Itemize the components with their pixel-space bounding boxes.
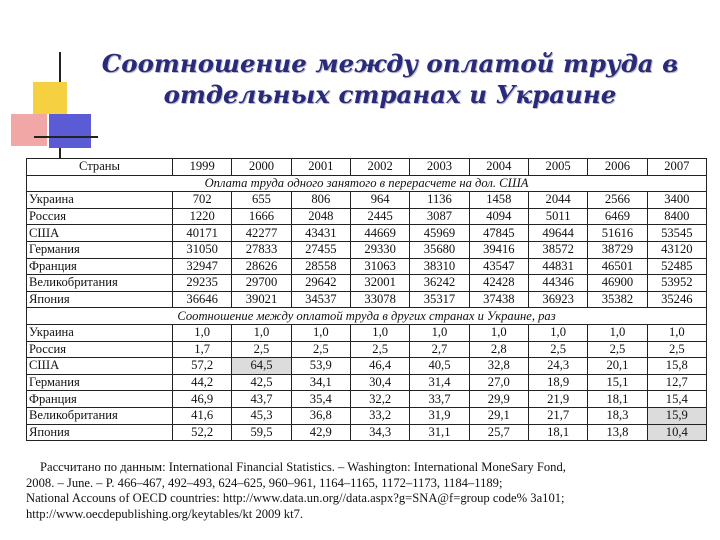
country-cell: США — [27, 225, 173, 242]
value-cell: 12,7 — [647, 374, 706, 391]
source-note-line2: 2008. – June. – P. 466–467, 492–493, 624–625, 960–961, 1164–1165, 1172–1173, 1184–1189; — [26, 475, 503, 490]
value-cell: 53545 — [647, 225, 706, 242]
value-cell: 45,3 — [232, 407, 291, 424]
table-row — [27, 225, 707, 242]
country-cell: Япония — [27, 291, 173, 308]
table-row — [27, 374, 707, 391]
value-cell: 36923 — [528, 291, 587, 308]
value-cell: 38310 — [410, 258, 469, 275]
value-cell: 10,4 — [647, 424, 706, 441]
value-cell: 1136 — [410, 192, 469, 209]
value-cell: 15,4 — [647, 391, 706, 408]
value-cell: 46900 — [588, 275, 647, 292]
value-cell: 18,3 — [588, 407, 647, 424]
value-cell: 6469 — [588, 208, 647, 225]
value-cell: 4094 — [469, 208, 528, 225]
country-cell: Россия — [27, 341, 173, 358]
value-cell: 1458 — [469, 192, 528, 209]
source-note — [26, 460, 710, 522]
source-note-line3: National Accouns of OECD countries: http://www.data.un.org//data.aspx?g=SNA@f=group code% 3a101; — [26, 491, 565, 505]
value-cell: 2566 — [588, 192, 647, 209]
value-cell: 1666 — [232, 208, 291, 225]
value-cell: 1,0 — [173, 324, 232, 341]
value-cell: 34,3 — [350, 424, 409, 441]
table-row — [27, 341, 707, 358]
value-cell: 43,7 — [232, 391, 291, 408]
value-cell: 655 — [232, 192, 291, 209]
wage-comparison-table — [26, 158, 707, 441]
value-cell: 32,2 — [350, 391, 409, 408]
value-cell: 1,0 — [588, 324, 647, 341]
value-cell: 31063 — [350, 258, 409, 275]
value-cell: 45969 — [410, 225, 469, 242]
value-cell: 33,2 — [350, 407, 409, 424]
value-cell: 35,4 — [291, 391, 350, 408]
country-cell: Франция — [27, 258, 173, 275]
value-cell: 2,8 — [469, 341, 528, 358]
value-cell: 806 — [291, 192, 350, 209]
value-cell: 32947 — [173, 258, 232, 275]
value-cell: 35317 — [410, 291, 469, 308]
value-cell: 44831 — [528, 258, 587, 275]
country-cell: Франция — [27, 391, 173, 408]
value-cell: 18,1 — [588, 391, 647, 408]
value-cell: 44,2 — [173, 374, 232, 391]
value-cell: 33078 — [350, 291, 409, 308]
section-heading-wages: Оплата труда одного занятого в перерасчете на дол. США — [27, 175, 707, 192]
value-cell: 46501 — [588, 258, 647, 275]
value-cell: 30,4 — [350, 374, 409, 391]
value-cell: 1220 — [173, 208, 232, 225]
value-cell: 53952 — [647, 275, 706, 292]
value-cell: 27,0 — [469, 374, 528, 391]
table-row — [27, 291, 707, 308]
table-row — [27, 391, 707, 408]
value-cell: 38572 — [528, 241, 587, 258]
slide-title-line1: Соотношение между оплатой труда в — [101, 49, 679, 78]
section-heading-row — [27, 308, 707, 325]
value-cell: 1,0 — [291, 324, 350, 341]
source-note-line1: Рассчитано по данным: International Financial Statistics. – Washington: International MoneSary Fond, — [40, 460, 566, 474]
column-header: 2007 — [647, 159, 706, 176]
value-cell: 15,8 — [647, 358, 706, 375]
value-cell: 53,9 — [291, 358, 350, 375]
country-cell: США — [27, 358, 173, 375]
value-cell: 18,9 — [528, 374, 587, 391]
value-cell: 44669 — [350, 225, 409, 242]
value-cell: 43120 — [647, 241, 706, 258]
table-body — [27, 175, 707, 441]
country-cell: Великобритания — [27, 407, 173, 424]
value-cell: 3087 — [410, 208, 469, 225]
value-cell: 29,1 — [469, 407, 528, 424]
table-row — [27, 258, 707, 275]
value-cell: 2048 — [291, 208, 350, 225]
value-cell: 51616 — [588, 225, 647, 242]
value-cell: 1,0 — [410, 324, 469, 341]
column-header: 2000 — [232, 159, 291, 176]
value-cell: 44346 — [528, 275, 587, 292]
decorative-yellow-square — [33, 82, 67, 114]
value-cell: 2,7 — [410, 341, 469, 358]
value-cell: 40171 — [173, 225, 232, 242]
value-cell: 28626 — [232, 258, 291, 275]
decorative-red-square — [11, 114, 47, 146]
value-cell: 28558 — [291, 258, 350, 275]
value-cell: 39416 — [469, 241, 528, 258]
value-cell: 42277 — [232, 225, 291, 242]
value-cell: 1,0 — [647, 324, 706, 341]
value-cell: 1,0 — [350, 324, 409, 341]
value-cell: 37438 — [469, 291, 528, 308]
column-header: 1999 — [173, 159, 232, 176]
value-cell: 27455 — [291, 241, 350, 258]
column-header: 2004 — [469, 159, 528, 176]
table-row — [27, 208, 707, 225]
value-cell: 8400 — [647, 208, 706, 225]
value-cell: 43431 — [291, 225, 350, 242]
value-cell: 36646 — [173, 291, 232, 308]
value-cell: 40,5 — [410, 358, 469, 375]
value-cell: 15,9 — [647, 407, 706, 424]
section-heading-row — [27, 175, 707, 192]
value-cell: 35680 — [410, 241, 469, 258]
value-cell: 33,7 — [410, 391, 469, 408]
value-cell: 46,4 — [350, 358, 409, 375]
value-cell: 2,5 — [291, 341, 350, 358]
value-cell: 2,5 — [350, 341, 409, 358]
value-cell: 31,1 — [410, 424, 469, 441]
value-cell: 24,3 — [528, 358, 587, 375]
value-cell: 1,0 — [469, 324, 528, 341]
value-cell: 31,4 — [410, 374, 469, 391]
column-header: 2002 — [350, 159, 409, 176]
column-header: 2001 — [291, 159, 350, 176]
value-cell: 21,7 — [528, 407, 587, 424]
value-cell: 2445 — [350, 208, 409, 225]
country-cell: Япония — [27, 424, 173, 441]
column-header: 2003 — [410, 159, 469, 176]
value-cell: 29330 — [350, 241, 409, 258]
table-header-row — [27, 159, 707, 176]
country-cell: Германия — [27, 241, 173, 258]
value-cell: 34537 — [291, 291, 350, 308]
value-cell: 25,7 — [469, 424, 528, 441]
value-cell: 29700 — [232, 275, 291, 292]
value-cell: 42,9 — [291, 424, 350, 441]
value-cell: 2,5 — [588, 341, 647, 358]
value-cell: 52,2 — [173, 424, 232, 441]
table-row — [27, 424, 707, 441]
value-cell: 1,0 — [528, 324, 587, 341]
value-cell: 43547 — [469, 258, 528, 275]
table-row — [27, 358, 707, 375]
value-cell: 29642 — [291, 275, 350, 292]
value-cell: 29,9 — [469, 391, 528, 408]
value-cell: 46,9 — [173, 391, 232, 408]
column-header: 2006 — [588, 159, 647, 176]
table-row — [27, 407, 707, 424]
country-cell: Украина — [27, 324, 173, 341]
country-cell: Украина — [27, 192, 173, 209]
value-cell: 31,9 — [410, 407, 469, 424]
value-cell: 42428 — [469, 275, 528, 292]
value-cell: 47845 — [469, 225, 528, 242]
value-cell: 1,7 — [173, 341, 232, 358]
table-row — [27, 241, 707, 258]
table-row — [27, 275, 707, 292]
column-header: 2005 — [528, 159, 587, 176]
value-cell: 32,8 — [469, 358, 528, 375]
value-cell: 35246 — [647, 291, 706, 308]
value-cell: 64,5 — [232, 358, 291, 375]
value-cell: 15,1 — [588, 374, 647, 391]
value-cell: 21,9 — [528, 391, 587, 408]
value-cell: 38729 — [588, 241, 647, 258]
value-cell: 36242 — [410, 275, 469, 292]
value-cell: 18,1 — [528, 424, 587, 441]
country-cell: Германия — [27, 374, 173, 391]
value-cell: 31050 — [173, 241, 232, 258]
value-cell: 42,5 — [232, 374, 291, 391]
value-cell: 5011 — [528, 208, 587, 225]
value-cell: 3400 — [647, 192, 706, 209]
value-cell: 2044 — [528, 192, 587, 209]
value-cell: 29235 — [173, 275, 232, 292]
value-cell: 52485 — [647, 258, 706, 275]
value-cell: 1,0 — [232, 324, 291, 341]
value-cell: 702 — [173, 192, 232, 209]
slide-title — [100, 48, 680, 110]
value-cell: 39021 — [232, 291, 291, 308]
value-cell: 41,6 — [173, 407, 232, 424]
value-cell: 27833 — [232, 241, 291, 258]
country-cell: Великобритания — [27, 275, 173, 292]
slide-title-line2: отдельных странах и Украине — [163, 80, 617, 109]
table-row — [27, 324, 707, 341]
value-cell: 49644 — [528, 225, 587, 242]
source-note-line4: http://www.oecdepublishing.org/keytables/kt 2009 kt7. — [26, 506, 304, 521]
value-cell: 34,1 — [291, 374, 350, 391]
value-cell: 59,5 — [232, 424, 291, 441]
value-cell: 2,5 — [528, 341, 587, 358]
value-cell: 2,5 — [647, 341, 706, 358]
table-row — [27, 192, 707, 209]
value-cell: 57,2 — [173, 358, 232, 375]
value-cell: 13,8 — [588, 424, 647, 441]
value-cell: 964 — [350, 192, 409, 209]
decorative-blue-square — [49, 114, 91, 148]
value-cell: 20,1 — [588, 358, 647, 375]
value-cell: 2,5 — [232, 341, 291, 358]
column-header: Страны — [27, 159, 173, 176]
value-cell: 35382 — [588, 291, 647, 308]
value-cell: 36,8 — [291, 407, 350, 424]
section-heading-ratio: Соотношение между оплатой труда в других странах и Украине, раз — [27, 308, 707, 325]
value-cell: 32001 — [350, 275, 409, 292]
decorative-horizontal-line — [34, 136, 98, 138]
country-cell: Россия — [27, 208, 173, 225]
